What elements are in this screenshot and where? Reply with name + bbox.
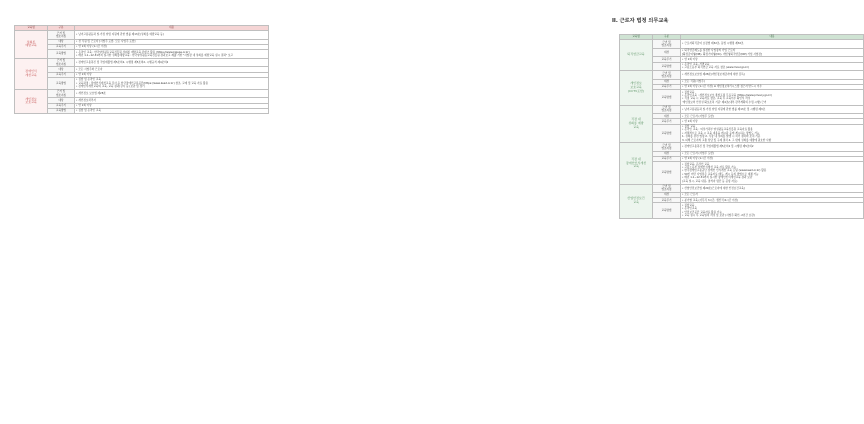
table-row: [15, 89, 269, 98]
left-header-course: 교육명: [15, 26, 48, 31]
table-row: [15, 77, 269, 89]
right-education-table: [619, 34, 864, 219]
row-content-cell: • 연 1회 이상 (1시간 이상): [681, 157, 864, 162]
row-content-cell: • 집합교육 • 온라인교육 : 개인정보보호 종합포털 무료교육 (https://www.privacy.go.kr) • 직접 교육 시 교육자료 참조, 교육 후 교육이수 확인서 작성 '개인정보의 안전성 확보조치 기준' 제4조(내부 관리계획의 수립·시행) 근거: [681, 90, 864, 105]
table-row: [620, 90, 864, 105]
row-label-cell: 근거 및 법조지침: [653, 105, 681, 114]
right-table-body: [620, 40, 864, 219]
table-row: [15, 108, 269, 113]
row-label-cell: 교육방법: [48, 108, 75, 113]
row-content-cell: • 온라인 교육 : 한국양성평등교육진흥원 성희롱 예방교육 콘텐츠 활용 (https://www.kigepe.or.kr) • 매년 1.1~12.31까지 실시한 성희롱예방교육 : 한국양성평등교육진흥원 결과보고 제출 기한 "사업장 내 성희롱 예방교육 실시 결과" 보고: [75, 50, 269, 59]
right-header-course: 교육명: [620, 35, 653, 40]
table-row: [620, 40, 864, 49]
row-content-cell: • 모든 근로자 (사업주 포함): [681, 114, 864, 119]
row-content-cell: • 모든 근로자 (사업주 포함): [681, 151, 864, 156]
row-content-cell: • 집합교육, 온라인 교육 • 고용노동부 장애인식개선 교육 자료 활용 가능 • 한국장애인고용공단 장애인 인식개선 교육 포털 (www.kead.or.kr) 활용 • 50인 미만 사업장은 교육자료 배포, 게시 등의 방법으로 대체 가능 • 매년 1.1~12.31까지 실시한 장애인인식개선교육 결과 보관 (교육 일시, 교육 내용, 참석자 명단 등 증빙 자료): [681, 162, 864, 184]
table-row: [620, 71, 864, 80]
row-content-cell: • 집합 및 온라인 교육 • 교육과정 : 장애인식개선교육 강사 등 한국장애인고용공단(https://www.kead.or.kr) 참조, 교재 및 교육 자료 활용 • 장애인식개선교육의 교육, 교육 결과(강사 등) 보관 및 정리: [75, 77, 269, 89]
course-name-cell: 직장 내 성희롱 예방 교육: [620, 105, 653, 143]
row-content-cell: • 온라인 교육, 서면교육 • 고용노동부 퇴직연금 교육 자료 참조 (www.moel.go.kr): [681, 62, 864, 71]
row-label-cell: 근거 및 법조지침: [653, 143, 681, 152]
row-label-cell: 근거 및 법조지침: [653, 40, 681, 49]
course-name-cell: 장애인식 개선교육: [15, 58, 48, 89]
table-row: [620, 143, 864, 152]
table-row: [620, 184, 864, 193]
row-label-cell: 대상: [653, 151, 681, 156]
row-content-cell: • 분기별 교육 (사무직 3시간, 생산직 6시간 이상): [681, 198, 864, 203]
row-content-cell: • 근로자퇴직급여 보장법 제32조, 동법 시행령 제32조: [681, 40, 864, 49]
right-header-content: 내용: [681, 35, 864, 40]
row-label-cell: 근거 및 법조지침: [48, 58, 75, 67]
row-content-cell: • 집합 교육 • 온라인 교육 : 여성가족부 양성평등교육진흥원 교육자료 활용 • 자체적으로 교육 시 교육 내용을 게시판 등에 게시하는 방법도 가능 1. 성희롱 관련 법령 2. 직장 내 성희롱 발생 시 처리 절차와 조치 기준 3. 피해 근로자의 고충 상담 및 구제 절차 4. 그 밖에 성희롱 예방에 필요한 사항: [681, 124, 864, 143]
row-content-cell: • 모든 근로자: [681, 193, 864, 198]
row-content-cell: • 개인정보처리자: [75, 98, 269, 103]
row-content-cell: • 연 1회 이상: [75, 72, 269, 77]
row-content-cell: • 남녀고용평등과 일·가정 양립 지원에 관한 법률 제13조(성희롱 예방교육 등): [75, 31, 269, 40]
row-label-cell: 대상: [653, 114, 681, 119]
row-label-cell: 교육방법: [48, 50, 75, 59]
right-header-type: 구분: [653, 35, 681, 40]
row-content-cell: • 산업안전보건법 제29조(근로자에 대한 안전보건교육): [681, 184, 864, 193]
row-label-cell: 대상: [653, 48, 681, 57]
row-content-cell: • 장애인고용촉진 및 직업재활법 제5조의2, 시행령 제5조의2, 시행규칙 제4조의2: [75, 58, 269, 67]
row-label-cell: 교육주기: [48, 44, 75, 49]
row-content-cell: • 모든 사업주와 근로자: [75, 67, 269, 72]
table-row: [620, 203, 864, 218]
course-name-cell: 개인정보 보호교육: [15, 89, 48, 113]
table-row: [620, 124, 864, 143]
table-row: [15, 58, 269, 67]
row-content-cell: • 장애인고용촉진 및 직업재활법 제5조의2 및 시행령 제5조의2: [681, 143, 864, 152]
row-label-cell: 교육주기: [653, 119, 681, 124]
row-content-cell: • 개인정보 보호법 제28조: [75, 89, 269, 98]
row-label-cell: 교육주기: [48, 72, 75, 77]
table-row: [620, 162, 864, 184]
row-content-cell: • 개인정보보호법 제28조(개인정보취급자에 대한 감독): [681, 71, 864, 80]
row-content-cell: • 집합교육 • 온라인교육 • 안전보건공단 교육자료 활용 가능 • 교육 실시 후 교육일지 작성 및 보관 (사업주 확인, 2년간 보관): [681, 203, 864, 218]
course-name-cell: 직장 내 장애인인식개선 교육: [620, 143, 653, 184]
table-row: [620, 105, 864, 114]
row-label-cell: 교육주기: [653, 198, 681, 203]
row-label-cell: 근거 및 법조지침: [653, 71, 681, 80]
right-page: [300, 0, 775, 424]
table-row: [620, 48, 864, 57]
row-content-cell: • 집합 및 온라인 교육: [75, 108, 269, 113]
course-name-cell: 산업안전보건 교육: [620, 184, 653, 218]
row-content-cell: • 퇴직연금제도를 설정한 사업장의 가입 근로자 [확정급여형(DB), 확정기여형(DC), 개인형퇴직연금(IRP) 가입 사업장]: [681, 48, 864, 57]
table-row: [620, 62, 864, 71]
row-label-cell: 교육방법: [653, 62, 681, 71]
row-content-cell: • 모든 직원(사업주): [681, 79, 864, 84]
left-header-content: 내용: [75, 26, 269, 31]
table-row: [15, 31, 269, 40]
row-label-cell: 교육방법: [653, 90, 681, 105]
row-label-cell: 교육주기: [653, 84, 681, 89]
page-title: II. 근로자 법정 의무교육: [612, 18, 669, 24]
row-label-cell: 근거 및 법조지침: [48, 31, 75, 40]
row-label-cell: 교육방법: [653, 203, 681, 218]
row-content-cell: • 전 직원 및 근로자 [사업주 포함, 모든 사업주 포함]: [75, 39, 269, 44]
left-page: [0, 0, 300, 424]
row-label-cell: 교육방법: [653, 162, 681, 184]
row-label-cell: 대상: [48, 67, 75, 72]
row-content-cell: • 연 1회 이상 (1시간 이상) ※ 개인정보처리시스템 접근자 반드시 이수: [681, 84, 864, 89]
row-label-cell: 교육주기: [653, 157, 681, 162]
row-label-cell: 교육방법: [48, 77, 75, 89]
row-label-cell: 교육방법: [653, 124, 681, 143]
course-name-cell: 퇴직연금교육: [620, 40, 653, 71]
table-row: [15, 50, 269, 59]
row-label-cell: 근거 및 법조지침: [653, 184, 681, 193]
row-label-cell: 교육주기: [48, 103, 75, 108]
row-label-cell: 근거 및 법조지침: [48, 89, 75, 98]
left-header-type: 구분: [48, 26, 75, 31]
row-content-cell: • 연 1회 이상: [75, 103, 269, 108]
row-label-cell: 대상: [653, 193, 681, 198]
row-label-cell: 대상: [48, 39, 75, 44]
left-education-table: [14, 25, 269, 114]
row-content-cell: • 남녀고용평등과 일·가정 양립 지원에 관한 법률 제13조 및 시행령 제3조: [681, 105, 864, 114]
row-label-cell: 대상: [48, 98, 75, 103]
row-label-cell: 교육주기: [653, 57, 681, 62]
row-label-cell: 대상: [653, 79, 681, 84]
row-content-cell: • 연 1회 이상: [681, 57, 864, 62]
row-content-cell: • 연 1회 이상: [681, 119, 864, 124]
row-content-cell: • 연 1회 이상 (1시간 이상): [75, 44, 269, 49]
course-name-cell: 성희롱 예방교육: [15, 31, 48, 59]
left-table-body: [15, 31, 269, 114]
course-name-cell: 개인정보 보호교육 (CCTV포함): [620, 71, 653, 105]
